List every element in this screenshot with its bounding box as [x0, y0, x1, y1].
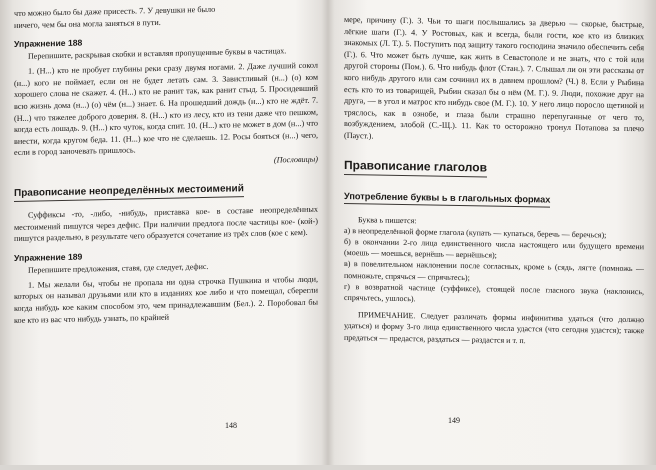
rule-item: а) в неопределённой форме глагола (купать — купаться, беречь — беречься); [344, 225, 607, 240]
exercise-189-title: Упражнение 189 [14, 251, 83, 263]
rule-note: ПРИМЕЧАНИЕ. Следует различать формы инфинитива удаться (что должно удаться) и форму 3-го лица единственного числа удастся (что сегодня удастся); также предаться — предастся, раздаться — раздастся и т. п. [344, 310, 644, 345]
section-indefinite-pronouns-title: Правописание неопределённых местоимений [14, 181, 244, 202]
section-indefinite-pronouns-text: Суффиксы -то, -либо, -нибудь, приставка кое- в составе неопределённых местоимений пишутся через дефис. При наличии предлога после частицы кое- (кой-) пишутся раздельно, в результате чего образуется сочетание из трёх слов (кое с кем). [14, 204, 318, 244]
exercise-188-task: Перепишите, раскрывая скобки и вставляя пропущенные буквы в частицах. [28, 46, 287, 61]
exercise-188-title: Упражнение 188 [14, 37, 83, 50]
exercise-188-text: 1. (Н...) кто не пробует глубины реки сразу двумя ногами. 2. Даже лучший сокол (н...) кого не поймает, если он не будет летать сам. 3. Завистливый (н...) (о) ком хорошего слова не скажет. 4. (Н...) кто не ранит так, как ранит стыд. 5. Просидевший всю жизнь дома (н...) (о) чём (н...) знает. 6. На прошедший дождь (н...) кто не ждёт. 7. (Н...) что тяжелее доброго доверия. 8. (Н...) кто из лесу, кто из тени даже что пешком, когда есть лошадь. 9. (Н...) кто чуток, когда спит. 10. (Н...) кто не может в дом (н...) что внести, когда кругом беда. 11. (Н...) кое что не сделаешь. 12. Росы бояться (н...) чего, если в город заночевать пришлось. [14, 60, 318, 158]
rule-item: г) в возвратной частице (суффиксе), стоящей после гласного звука (наклонись, спрячьтесь, ушлось). [344, 281, 644, 304]
rules-list [344, 214, 644, 309]
page-number-right: 149 [448, 416, 460, 425]
subsection-soft-sign-title: Употребление буквы ь в глагольных формах [344, 189, 550, 208]
exercise-188-source: (Пословицы) [273, 154, 318, 165]
exercise-189-task: Перепишите предложения, ставя, где следует, дефис. [28, 261, 209, 275]
rule-item: в) в повелительном наклонении после согласных, кроме ь (сядь, лягте (помножь — помножьте, спрячься — спрячьтесь); [344, 259, 644, 282]
rule-item: б) в окончании 2-го лица единственного числа настоящего или будущего времени (моешь — моешься, вернёшь — вернёшься); [344, 236, 644, 260]
left-page [14, 2, 318, 465]
top-line-1: что можно было бы даже присесть. 7. У девушки не было [14, 4, 216, 18]
right-page [344, 14, 644, 470]
section-verbs-title: Правописание глаголов [344, 156, 487, 177]
page-number-left: 148 [225, 421, 237, 430]
exercise-189-text: 1. Мы желали бы, чтобы не пропала ни одна строчка Пушкина и чтобы люди, которых он называл друзьями или кто в изданиях кое либо и что помещал, сберегли когда нибудь кое каким способом это, чем принадлежавшим (Бел.). 2. Поробовал бы кое кто из вас что нибудь узнать, по крайней [14, 274, 318, 325]
rule-intro: Буква ь пишется: [358, 214, 417, 225]
right-top-text: мере, причину (Г.). 3. Чьи то шаги послышались за дверью — скорые, быстрые, лёгкие шаги (Г.). 4. У Ростовых, как и всегда, были гости, кое кто из близких знакомых (Л. Т.). 5. Поступить под защиту такого господина значило обеспечить себя (Г.). 6. Что может быть лучше, как жить в Севастополе и не знать, что с той или другой стороны (Пом.). 6. Что нибудь флот (Стан.). 7. Слышал ли он эти рассказы от кого нибудь другого или сам сочинил их в давнем прошлом? (Ч.) 8. Если у Рыбина есть кто то из товарищей, Рыбин сказал бы о нём (М. Г.). 9. Люди, похожие друг на друга, — в угол и матрос кто нибудь свое (М. Г.). 10. У него лицо поросло щетиной и тряслось, как в ознобе, и глаза были страшно перепуганные от чего то, возбуждением, злобой (С.-Щ.). 11. Как то осторожно тронул Потапова за плечо (Пауст.). [344, 15, 644, 141]
top-line-2: ничего, чем бы она могла заняться в пути. [14, 17, 161, 30]
